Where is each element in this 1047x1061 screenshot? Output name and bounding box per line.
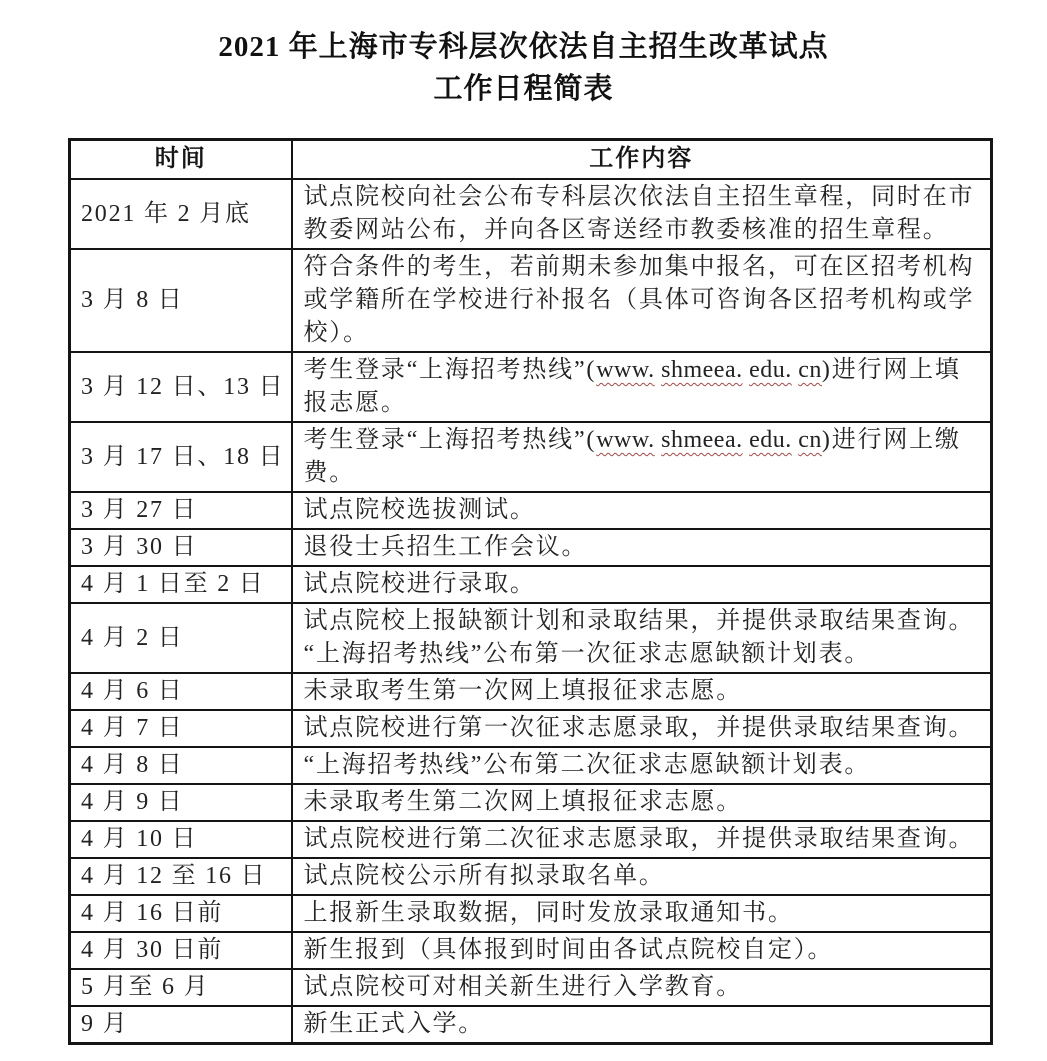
time-cell: 4 月 6 日 [70, 673, 292, 710]
content-cell [292, 492, 992, 529]
time-cell: 4 月 12 至 16 日 [70, 858, 292, 895]
table-row [70, 603, 992, 673]
time-cell: 3 月 12 日、13 日 [70, 352, 292, 422]
table-row [70, 422, 992, 492]
content-text: )进行网上缴费。 [303, 427, 961, 486]
content-cell [292, 529, 992, 566]
table-row [70, 710, 992, 747]
schedule-table [68, 138, 993, 1045]
content-text: 考生登录“上海招考热线”( [303, 427, 597, 453]
table-row [70, 932, 992, 969]
table-row [70, 821, 992, 858]
content-text: 试点院校进行第一次征求志愿录取，并提供录取结果查询。 [303, 715, 975, 741]
content-text: 未录取考生第二次网上填报征求志愿。 [303, 789, 743, 815]
time-cell: 4 月 2 日 [70, 603, 292, 673]
content-cell [292, 710, 992, 747]
content-text: “上海招考热线”公布第二次征求志愿缺额计划表。 [303, 752, 871, 778]
content-cell [292, 352, 992, 422]
document-title-line1: 2021 年上海市专科层次依法自主招生改革试点 [218, 31, 829, 63]
content-text: 试点院校进行录取。 [303, 571, 536, 597]
content-text: 新生报到（具体报到时间由各试点院校自定）。 [303, 937, 834, 963]
content-cell [292, 603, 992, 673]
content-cell [292, 566, 992, 603]
content-cell [292, 784, 992, 821]
content-cell [292, 422, 992, 492]
url-segment: cn [798, 357, 822, 383]
table-row [70, 249, 992, 352]
table-header-row [70, 140, 992, 180]
content-cell [292, 673, 992, 710]
column-header-time: 时间 [70, 140, 292, 180]
url-segment: www. [596, 357, 655, 383]
table-row [70, 352, 992, 422]
content-text: 试点院校进行第二次征求志愿录取，并提供录取结果查询。 [303, 826, 975, 852]
table-row [70, 895, 992, 932]
content-text: 试点院校公示所有拟录取名单。 [303, 863, 665, 889]
time-cell: 3 月 17 日、18 日 [70, 422, 292, 492]
content-text: 退役士兵招生工作会议。 [303, 534, 588, 560]
time-cell: 4 月 16 日前 [70, 895, 292, 932]
content-cell [292, 179, 992, 249]
url-segment: edu. [749, 427, 792, 453]
table-row [70, 673, 992, 710]
document-title [0, 26, 1047, 110]
content-text: 新生正式入学。 [303, 1011, 485, 1037]
url-segment: edu. [749, 357, 792, 383]
table-row [70, 969, 992, 1006]
content-text: 考生登录“上海招考热线”( [303, 357, 597, 383]
time-cell: 2021 年 2 月底 [70, 179, 292, 249]
table-row [70, 747, 992, 784]
time-cell: 4 月 8 日 [70, 747, 292, 784]
time-cell: 4 月 9 日 [70, 784, 292, 821]
time-cell: 4 月 10 日 [70, 821, 292, 858]
table-row [70, 179, 992, 249]
content-cell [292, 747, 992, 784]
time-cell: 3 月 30 日 [70, 529, 292, 566]
table-row [70, 529, 992, 566]
column-header-content: 工作内容 [292, 140, 992, 180]
table-row [70, 858, 992, 895]
url-segment: shmeea. [661, 427, 743, 453]
document-title-line2: 工作日程简表 [433, 73, 614, 105]
time-cell: 3 月 27 日 [70, 492, 292, 529]
time-cell: 4 月 1 日至 2 日 [70, 566, 292, 603]
content-text: )进行网上填报志愿。 [303, 357, 961, 416]
table-row [70, 784, 992, 821]
content-cell [292, 858, 992, 895]
url-segment: www. [596, 427, 655, 453]
time-cell: 9 月 [70, 1006, 292, 1044]
content-text: 试点院校向社会公布专科层次依法自主招生章程，同时在市教委网站公布，并向各区寄送经市教委核准的招生章程。 [303, 184, 975, 243]
table-row [70, 566, 992, 603]
content-text: 试点院校上报缺额计划和录取结果，并提供录取结果查询。“上海招考热线”公布第一次征求志愿缺额计划表。 [303, 608, 975, 667]
time-cell: 3 月 8 日 [70, 249, 292, 352]
url-segment: cn [798, 427, 822, 453]
content-cell [292, 969, 992, 1006]
url-segment: shmeea. [661, 357, 743, 383]
content-text: 试点院校可对相关新生进行入学教育。 [303, 974, 743, 1000]
time-cell: 5 月至 6 月 [70, 969, 292, 1006]
table-row [70, 1006, 992, 1044]
content-cell [292, 895, 992, 932]
content-text: 符合条件的考生，若前期未参加集中报名，可在区招考机构或学籍所在学校进行补报名（具体可咨询各区招考机构或学校）。 [303, 254, 975, 346]
content-cell [292, 932, 992, 969]
time-cell: 4 月 7 日 [70, 710, 292, 747]
table-row [70, 492, 992, 529]
content-cell [292, 821, 992, 858]
content-text: 试点院校选拔测试。 [303, 497, 536, 523]
content-cell [292, 1006, 992, 1044]
content-text: 上报新生录取数据，同时发放录取通知书。 [303, 900, 794, 926]
time-cell: 4 月 30 日前 [70, 932, 292, 969]
content-text: 未录取考生第一次网上填报征求志愿。 [303, 678, 743, 704]
content-cell [292, 249, 992, 352]
